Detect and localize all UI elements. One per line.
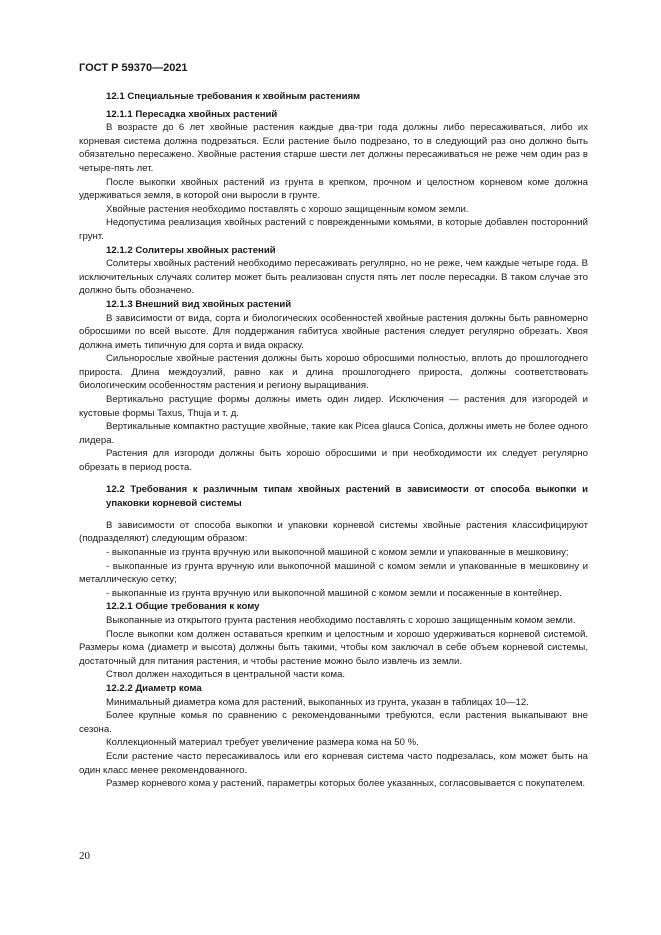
paragraph: Хвойные растения необходимо поставлять с хорошо защищенным комом земли.: [106, 203, 469, 215]
section-heading-12-2: 12.2 Требования к различным типам хвойных растений в зависимости от способа выкопки и упаковки корневой системы: [106, 484, 588, 509]
paragraph: После выкопки хвойных растений из грунта в крепком, прочном и целостном корневом коме должна удерживаться земля, в которой они выросли в грунте.: [79, 176, 588, 202]
paragraph: Более крупные комья по сравнению с рекомендованными требуются, если растения выкапывают вне сезона.: [79, 710, 588, 735]
page-number: 20: [79, 850, 90, 862]
paragraph: Солитеры хвойных растений необходимо пересаживать регулярно, но не реже, чем каждые четыре года. В исключительных случаях солитер может быть реализован спустя пять лет после пересадки. В таком случае это должно быть обозначено.: [79, 258, 588, 297]
paragraph: Минимальный диаметра кома для растений, выкопанных из грунта, указан в таблицах 10—12.: [106, 696, 529, 708]
paragraph: В зависимости от вида, сорта и биологических особенностей хвойные растения должны быть равномерно обросшими по всей высоте. Для поддержания габитуса хвойные растения следует регулярно обрезать. Хвоя должна иметь типичную для сорта и вида окраску.: [79, 312, 588, 351]
document-id: ГОСТ Р 59370—2021: [79, 62, 188, 74]
subsection-heading-12-1-3: 12.1.3 Внешний вид хвойных растений: [106, 298, 292, 310]
subsection-heading-12-2-1: 12.2.1 Общие требования к кому: [106, 601, 260, 613]
paragraph: Вертикальные компактно растущие хвойные, такие как Picea glauca Conica, должны иметь не более одного лидера.: [79, 421, 588, 446]
section-heading-12-1: 12.1 Специальные требования к хвойным растениям: [106, 91, 361, 102]
paragraph: Сильнорослые хвойные растения должны быть хорошо обросшими полностью, вплоть до прошлогоднего прироста. Длина междоузлий, равно как и длина прошлогоднего прироста, должны соответствовать биологическим особенностям растения и региону выращивания.: [79, 353, 588, 392]
paragraph: В возрасте до 6 лет хвойные растения каждые два-три года должны либо пересаживаться, либо их корневая система должна подрезаться. Если растение было подрезано, то в следующий раз оно должно быть обязательно пересажено. Хвойные растения старше шести лет должны пересаживаться не реже чем один раз в четыре-пять лет.: [79, 122, 588, 174]
paragraph: Ствол должен находиться в центральной части кома.: [106, 669, 346, 681]
paragraph: Коллекционный материал требует увеличение размера кома на 50 %.: [106, 737, 419, 749]
paragraph: Если растение часто пересаживалось или его корневая система часто подрезалась, ком может быть на один класс менее рекомендованного.: [79, 750, 588, 776]
list-item: - выкопанные из грунта вручную или выкопочной машиной с комом земли и упакованные в мешковину;: [106, 547, 569, 558]
list-item: - выкопанные из грунта вручную или выкопочной машиной с комом земли и посаженные в контейнер.: [106, 587, 562, 599]
subsection-heading-12-2-2: 12.2.2 Диаметр кома: [106, 682, 202, 694]
paragraph: Размер корневого кома у растений, параметры которых более указанных, согласовывается с покупателем.: [106, 778, 586, 790]
paragraph: Вертикально растущие формы должны иметь один лидер. Исключения — растения для изгородей и кустовые формы Taxus, Thuja и т. д.: [79, 394, 588, 419]
subsection-heading-12-1-1: 12.1.1 Пересадка хвойных растений: [106, 108, 278, 120]
paragraph: Выкопанные из открытого грунта растения необходимо поставлять с хорошо защищенным комом земли.: [106, 614, 576, 626]
page-content: [79, 90, 588, 791]
paragraph: Недопустима реализация хвойных растений с поврежденными комьями, в которые добавлен посторонний грунт.: [79, 217, 588, 242]
paragraph: Растения для изгороди должны быть хорошо обросшими и при необходимости их следует регулярно обрезать в период роста.: [79, 448, 588, 474]
paragraph: После выкопки ком должен оставаться крепким и целостным и хорошо удерживаться корневой системой. Размеры кома (диаметр и высота) должны быть такими, чтобы ком заключал в себе объем корневой системы, достаточный для питания растения, и чтобы растение можно было извлечь из земли.: [79, 628, 588, 667]
list-item: - выкопанные из грунта вручную или выкопочной машиной с комом земли и упакованные в мешковину и металлическую сетку;: [79, 560, 588, 586]
paragraph: В зависимости от способа выкопки и упаковки корневой системы хвойные растения классифицируют (подразделяют) следующим образом:: [79, 519, 588, 545]
subsection-heading-12-1-2: 12.1.2 Солитеры хвойных растений: [106, 244, 276, 256]
